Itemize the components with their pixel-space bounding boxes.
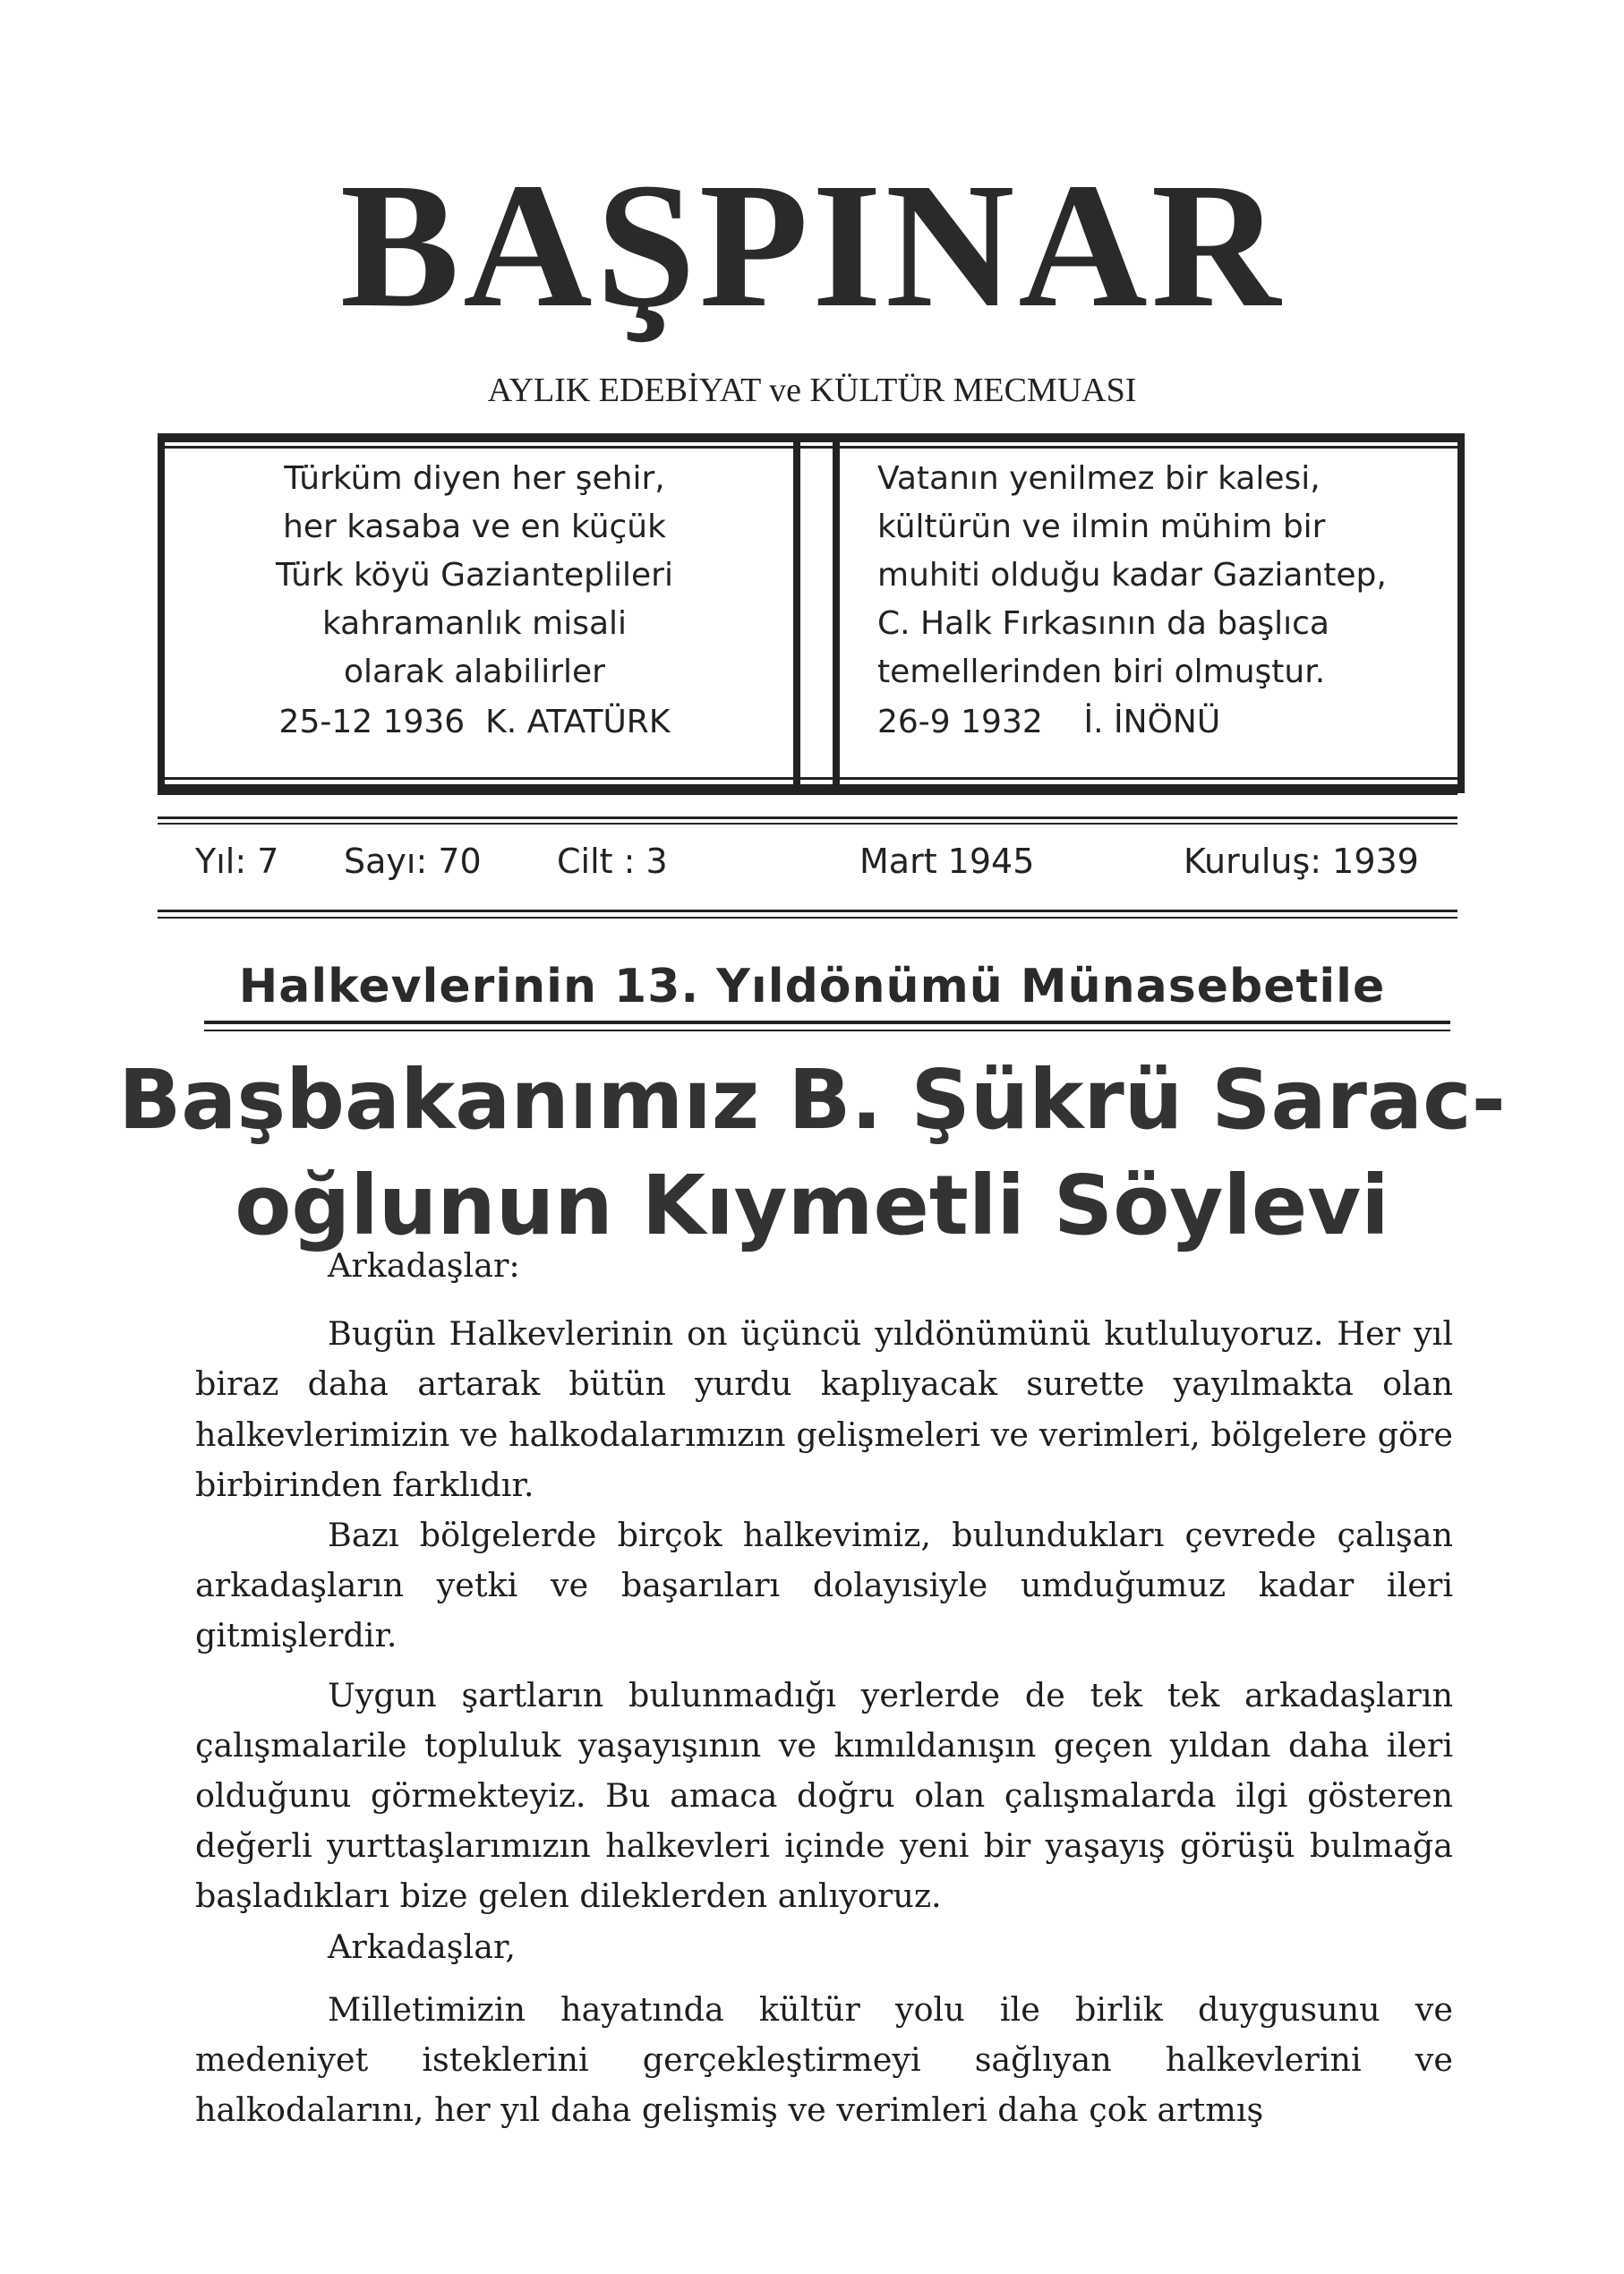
quote-signature xyxy=(877,698,1441,747)
issue-volume: Cilt : 3 xyxy=(557,842,668,881)
quote-author: İ. İNÖNÜ xyxy=(1083,704,1221,740)
quote-line: muhiti olduğu kadar Gaziantep, xyxy=(877,557,1387,594)
quote-inonu xyxy=(877,455,1441,747)
article-kicker: Halkevlerinin 13. Yıldönümü Münasebetile xyxy=(238,960,1386,1013)
masthead-title: BAŞPINAR xyxy=(339,147,1285,345)
paragraph: Bazı bölgelerde birçok halkevimiz, bulundukları çevrede çalışan arkadaşların yetki ve başarıları dolayısiyle umduğumuz kadar ileri gitmişlerdir. xyxy=(195,1516,1453,1655)
quote-line: temellerinden biri olmuştur. xyxy=(877,654,1326,690)
quote-line: Türk köyü Gazianteplileri xyxy=(276,557,673,594)
issue-year: Yıl: 7 xyxy=(195,842,279,881)
headline-line: oğlunun Kıymetli Söylevi xyxy=(235,1158,1389,1253)
quote-line: her kasaba ve en küçük xyxy=(283,509,666,545)
headline-line: Başbakanımız B. Şükrü Sarac- xyxy=(118,1052,1506,1148)
issue-date: Mart 1945 xyxy=(859,842,1035,881)
issue-rule-top xyxy=(158,816,1457,819)
article-headline xyxy=(0,1047,1624,1259)
quote-line: Vatanın yenilmez bir kalesi, xyxy=(877,460,1321,497)
quote-date: 25-12 1936 xyxy=(278,704,466,740)
paragraph: Uygun şartların bulunmadığı yerlerde de tek tek arkadaşların çalışmalarile topluluk yaşayışının ve kımıldanışın geçen yıldan daha ileri olduğunu görmekteyiz. Bu amaca doğru olan çalışmalarda ilgi gösteren değerli yurttaşlarımızın halkevleri içinde yeni bir yaşayış görüşü bulmağa başladıkları bize gelen dileklerden anlıyoruz. xyxy=(195,1675,1453,1916)
issue-rule-bottom2 xyxy=(158,917,1457,919)
box-bottom-rule xyxy=(158,784,1457,795)
paragraph: Milletimizin hayatında kültür yolu ile birlik duygusunu ve medeniyet isteklerini gerçekleştirmeyi sağlıyan halkevlerini ve halkodalarını, her yıl daha gelişmiş ve verimleri daha çok artmış xyxy=(195,1989,1453,2130)
quote-line: Türküm diyen her şehir, xyxy=(284,460,665,497)
quote-ataturk xyxy=(170,455,779,747)
quote-line: olarak alabilirler xyxy=(344,654,605,690)
article-body xyxy=(195,1241,1453,2135)
quote-signature xyxy=(170,698,779,747)
quote-line: kahramanlık misali xyxy=(321,605,628,642)
salutation: Arkadaşlar: xyxy=(328,1246,520,1285)
issue-rule-top2 xyxy=(158,823,1457,825)
issue-rule-bottom xyxy=(158,910,1457,912)
paragraph: Bugün Halkevlerinin on üçüncü yıldönümünü kutluluyoruz. Her yıl biraz daha artarak bütün yurdu kaplıyacak surette yayılmakta olan halkevlerimizin ve halkodalarımızın gelişmeleri ve verimleri, bölgelere göre birbirinden farklıdır. xyxy=(195,1314,1453,1504)
quote-date: 26-9 1932 xyxy=(877,704,1043,740)
kicker-rule-thin xyxy=(204,1030,1450,1031)
masthead-subtitle: AYLIK EDEBİYAT ve KÜLTÜR MECMUASI xyxy=(487,372,1137,409)
salutation: Arkadaşlar, xyxy=(328,1927,517,1966)
quote-author: K. ATATÜRK xyxy=(485,704,671,740)
quote-line: kültürün ve ilmin mühim bir xyxy=(877,509,1326,545)
quote-line: C. Halk Fırkasının da başlıca xyxy=(877,605,1329,642)
box-bottom-rule-thin xyxy=(158,777,1457,780)
issue-founded: Kuruluş: 1939 xyxy=(1184,842,1419,881)
kicker-rule xyxy=(204,1021,1450,1024)
issue-number: Sayı: 70 xyxy=(344,842,482,881)
